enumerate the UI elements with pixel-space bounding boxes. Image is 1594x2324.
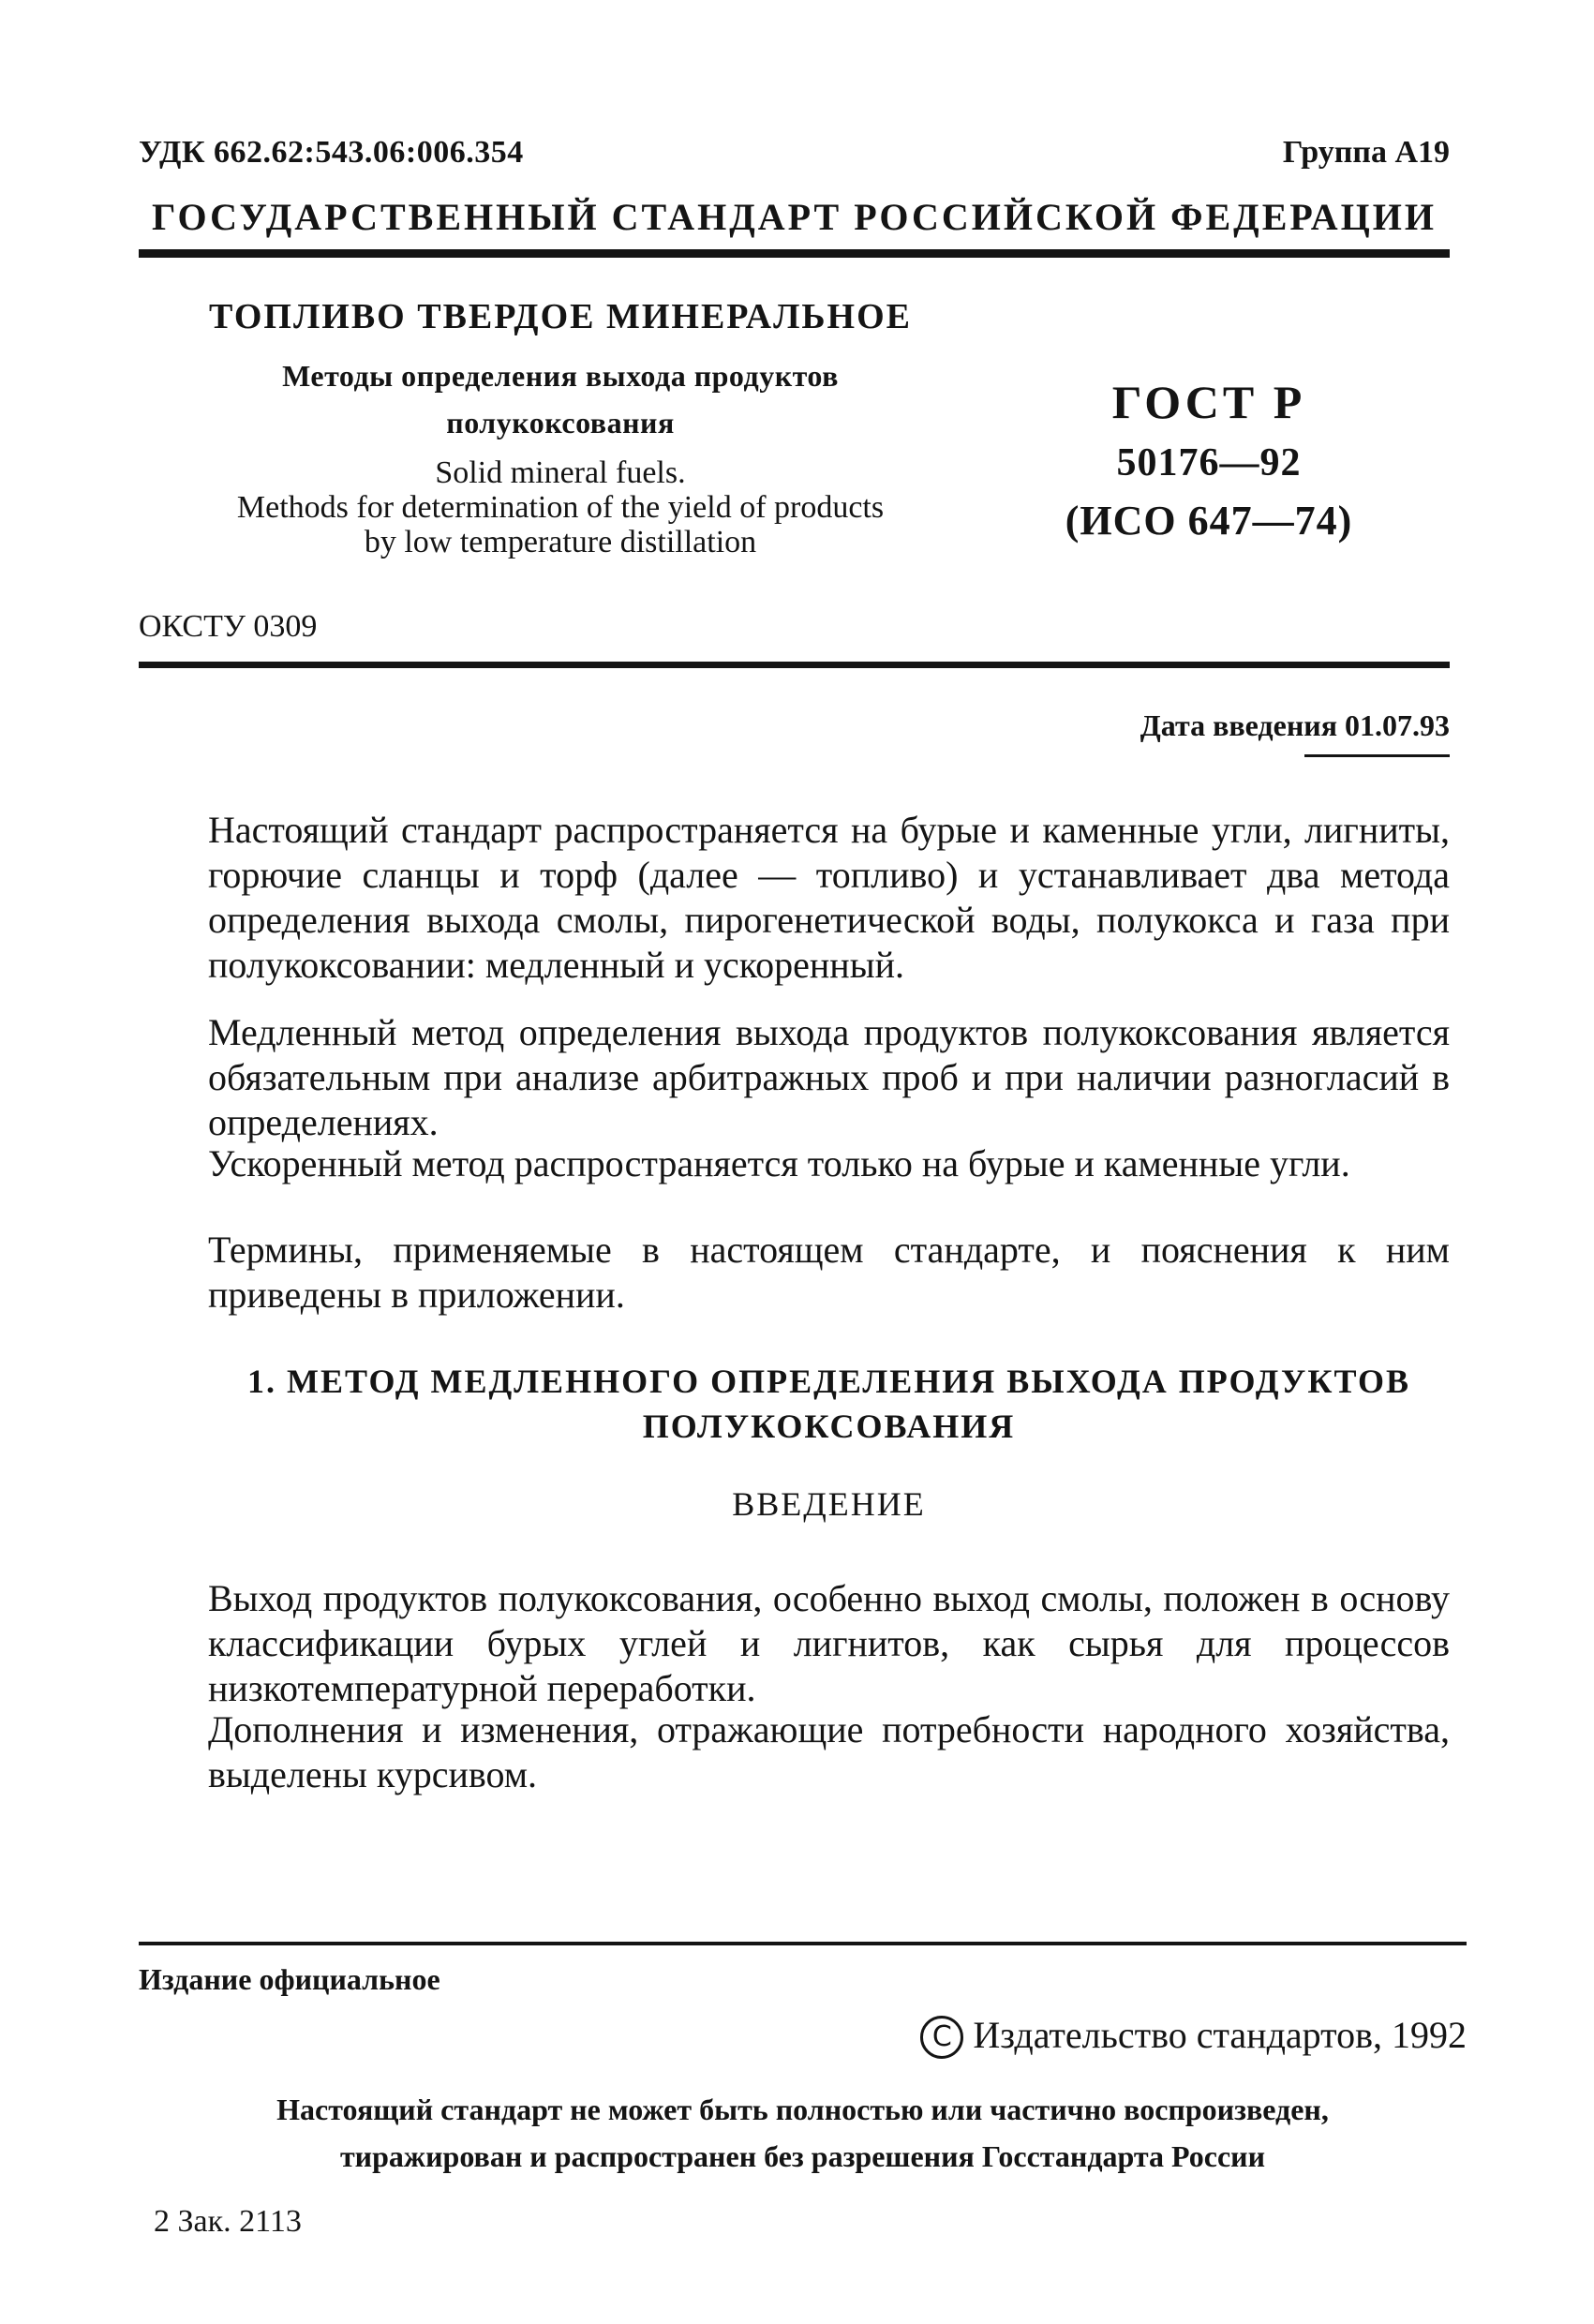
copyright-text: Издательство стандартов, 1992 [973, 2014, 1467, 2056]
copyright-line [920, 2013, 1467, 2059]
print-order: 2 Зак. 2113 [154, 2204, 302, 2239]
date-underline [1304, 754, 1450, 757]
paragraph-fast-method: Ускоренный метод распространяется только на бурые и каменные угли. [208, 1142, 1350, 1184]
section-heading-line-1: 1. МЕТОД МЕДЛЕННОГО ОПРЕДЕЛЕНИЯ ВЫХОДА ПРОДУКТОВ [246, 1363, 1411, 1400]
introduction-heading: ВВЕДЕНИЕ [732, 1485, 926, 1523]
english-title [139, 455, 982, 559]
paragraph-yield: Выход продуктов полукоксования, особенно выход смолы, положен в основу классификации бурых углей и лигнитов, как сырья для процессов низкотемпературной переработки. [208, 1577, 1450, 1709]
official-edition: Издание официальное [139, 1962, 440, 1996]
document-subtitle [139, 352, 982, 446]
section-heading [208, 1359, 1450, 1449]
state-standard-heading: ГОСУДАРСТВЕННЫЙ СТАНДАРТ РОССИЙСКОЙ ФЕДЕРАЦИИ [152, 196, 1437, 238]
udk-code: УДК 662.62:543.06:006.354 [139, 135, 524, 170]
notice-line-1: Настоящий стандарт не может быть полностью или частично воспроизведен, [276, 2093, 1329, 2126]
copyright-icon: C [920, 2016, 963, 2059]
iso-reference: (ИСО 647—74) [1065, 498, 1353, 544]
english-title-line-3: by low temperature distillation [364, 525, 757, 559]
subtitle-line-1: Методы определения выхода продуктов [282, 359, 839, 393]
group-code: Группа А19 [1282, 135, 1450, 170]
reproduction-notice [139, 2086, 1467, 2180]
gost-number: 50176—92 [1116, 441, 1302, 484]
paragraph-additions: Дополнения и изменения, отражающие потребности народного хозяйства, выделены курсивом. [208, 1708, 1450, 1795]
english-title-line-1: Solid mineral fuels. [435, 455, 686, 490]
oksty-code: ОКСТУ 0309 [139, 609, 318, 644]
gost-label: ГОСТ Р [1111, 376, 1306, 428]
english-title-line-2: Methods for determination of the yield of products [236, 490, 885, 525]
paragraph-terms: Термины, применяемые в настоящем стандарте, и пояснения к ним приведены в приложении. [208, 1229, 1450, 1316]
document-title: ТОПЛИВО ТВЕРДОЕ МИНЕРАЛЬНОЕ [209, 297, 912, 336]
header-rule [139, 249, 1450, 258]
section-heading-line-2: ПОЛУКОКСОВАНИЯ [642, 1408, 1016, 1445]
paragraph-scope: Настоящий стандарт распространяется на бурые и каменные угли, лигниты, горючие сланцы и торф (далее — топливо) и устанавливает два метода определения выхода смолы, пирогенетической воды, полукокса и газа при полукоксовании: медленный и ускоренный. [208, 809, 1450, 986]
middle-rule [139, 662, 1450, 668]
subtitle-line-2: полукоксования [446, 406, 675, 439]
introduction-date [1140, 708, 1450, 743]
notice-line-2: тиражирован и распространен без разрешения Госстандарта России [339, 2139, 1266, 2173]
date-label: Дата введения [1140, 708, 1337, 742]
footer-rule [139, 1942, 1467, 1945]
paragraph-slow-method: Медленный метод определения выхода продуктов полукоксования является обязательным при анализе арбитражных проб и при наличии разногласий в определениях. [208, 1011, 1450, 1143]
date-value: 01.07.93 [1345, 708, 1450, 742]
